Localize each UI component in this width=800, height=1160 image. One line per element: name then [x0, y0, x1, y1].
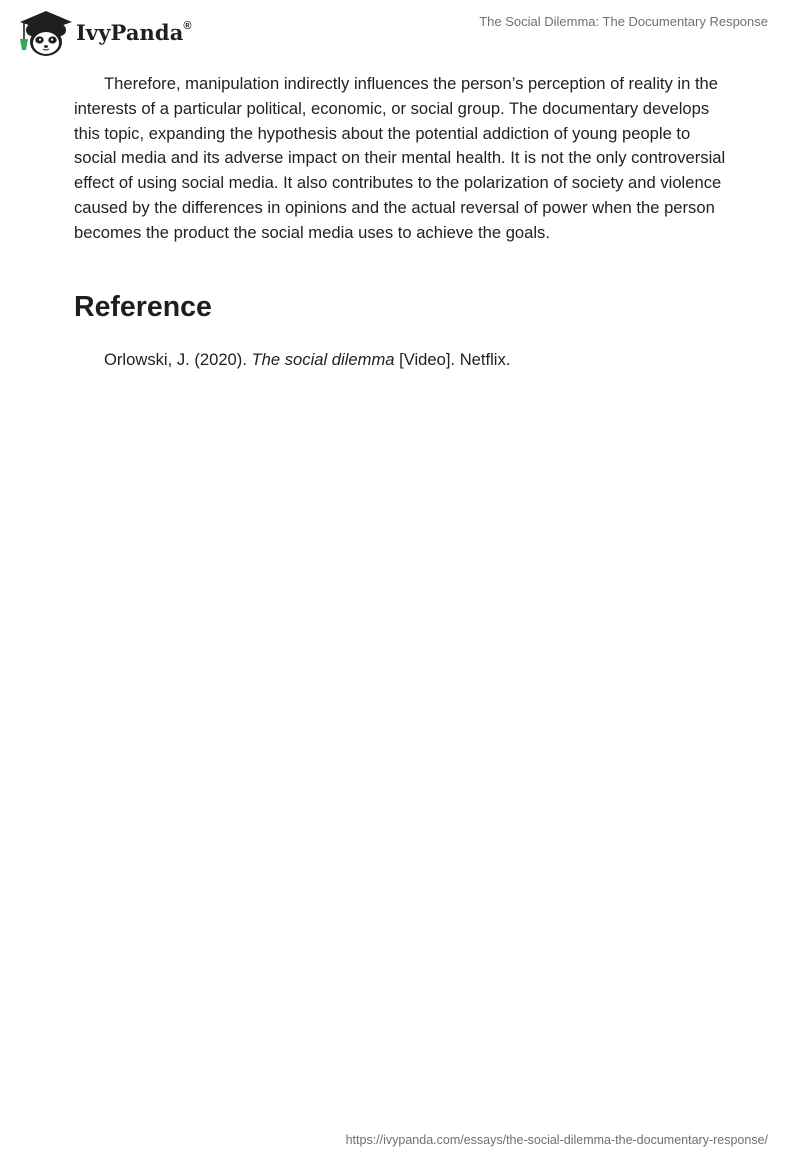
body-paragraph: Therefore, manipulation indirectly influences the person’s perception of reality in the interests of a particular political, economic, or social group. The documentary develops this topic, expanding the hypothesis about the potential addiction of young people to social media and its adverse impact on their mental health. It is not the only controversial effect of using social media. It also contributes to the polarization of society and violence caused by the differences in opinions and the actual reversal of power when the person becomes the product the social media uses to achieve the goals.	[74, 74, 726, 242]
brand-logo[interactable]	[14, 6, 192, 58]
brand-name: IvyPanda®	[76, 19, 192, 45]
panda-graduation-cap-icon	[14, 6, 74, 58]
reference-entry	[104, 348, 510, 372]
registered-mark: ®	[183, 19, 192, 32]
reference-author-date: Orlowski, J. (2020).	[104, 350, 252, 369]
reference-source: [Video]. Netflix.	[394, 350, 511, 369]
document-title: The Social Dilemma: The Documentary Response	[479, 14, 768, 29]
reference-heading: Reference	[74, 291, 212, 323]
reference-title: The social dilemma	[251, 350, 395, 369]
source-url[interactable]: https://ivypanda.com/essays/the-social-dilemma-the-documentary-response/	[345, 1133, 768, 1147]
